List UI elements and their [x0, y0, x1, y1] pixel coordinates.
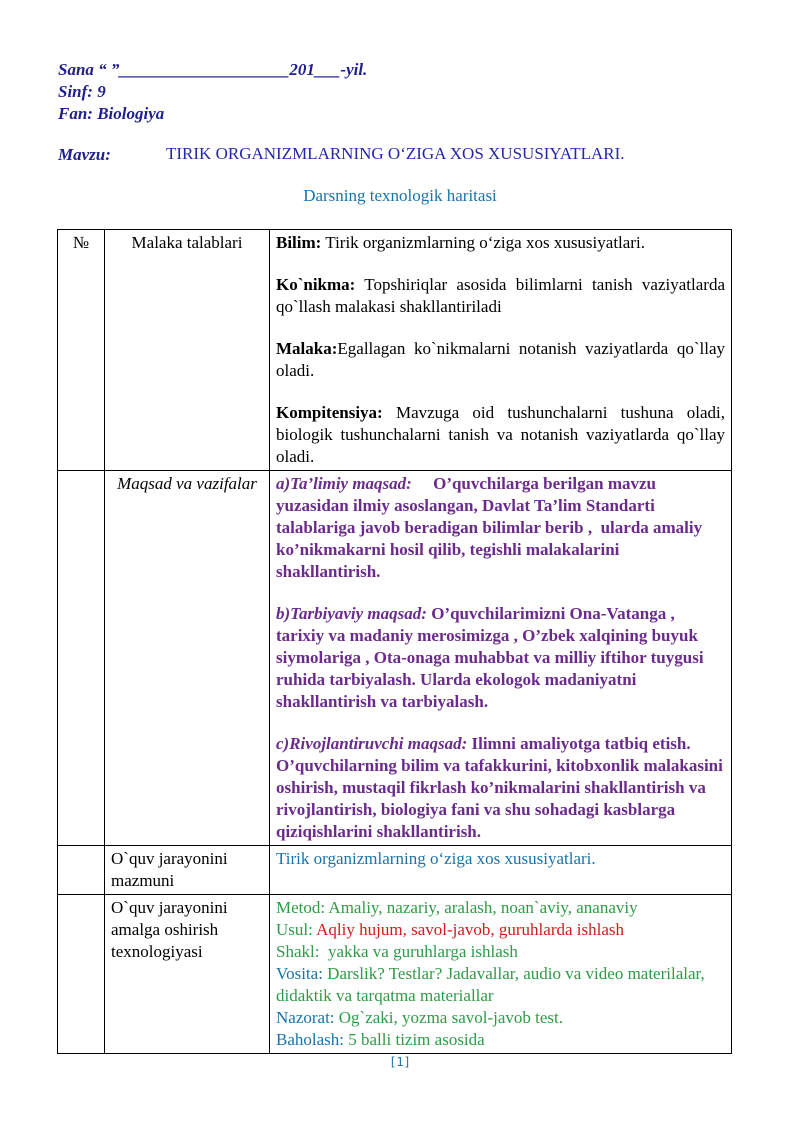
content-cell: Tirik organizmlarning o‘ziga xos xususiyatlari. — [270, 846, 732, 895]
developmental-goal-label: c)Rivojlantiruvchi maqsad: — [276, 734, 468, 753]
assessment-label: Baholash: — [276, 1030, 344, 1049]
row-label-requirements: Malaka talablari — [105, 230, 270, 471]
educational-goal — [276, 473, 725, 583]
technology-cell — [270, 895, 732, 1054]
document-subtitle: Darsning texnologik haritasi — [303, 186, 497, 205]
class-line: Sinf: 9 — [58, 82, 106, 101]
qualification-text: Egallagan ko`nikmalarni notanish vaziyatlarda qo`llay oladi. — [276, 339, 725, 380]
qualification-paragraph — [276, 338, 725, 382]
form-label: Shakl: — [276, 942, 320, 961]
table-row — [58, 471, 732, 846]
requirements-cell — [270, 230, 732, 471]
knowledge-paragraph — [276, 232, 725, 254]
knowledge-text: Tirik organizmlarning o‘ziga xos xususiyatlari. — [321, 233, 645, 252]
assessment-text: 5 balli tizim asosida — [344, 1030, 485, 1049]
table-row — [58, 846, 732, 895]
approach-label: Usul: — [276, 920, 313, 939]
date-line: Sana “ ”____________________201___-yil. — [58, 60, 368, 79]
lesson-map-table — [57, 229, 732, 1054]
row-label-goals: Maqsad va vazifalar — [105, 471, 270, 846]
control-text: Og`zaki, yozma savol-javob test. — [334, 1008, 564, 1027]
upbringing-goal-text: O’quvchilarimizni Ona-Vatanga , tarixiy va madaniy merosimizga , O’zbek xalqining buyuk siymolariga , Ota-onaga muhabbat va milliy iftihor tuygusi ruhida tarbiyalash. Ularda ekologok madaniyatni shakllantirish va tarbiyalash. — [276, 604, 704, 711]
page-number: [1] — [389, 1055, 411, 1069]
table-row — [58, 895, 732, 1054]
row-label-technology: O`quv jarayonini amalga oshirish texnologiyasi — [105, 895, 270, 1054]
topic-title: TIRIK ORGANIZMLARNING O‘ZIGA XOS XUSUSIYATLARI. — [166, 144, 625, 163]
assessment-line — [276, 1029, 725, 1051]
row-label-content: O`quv jarayonini mazmuni — [105, 846, 270, 895]
form-text: yakka va guruhlarga ishlash — [319, 942, 518, 961]
skill-paragraph — [276, 274, 725, 318]
competence-paragraph — [276, 402, 725, 468]
number-header: № — [58, 230, 105, 471]
method-text: Amaliy, nazariy, aralash, noan`aviy, ananaviy — [325, 898, 638, 917]
approach-text: Aqliy hujum, savol-javob, guruhlarda ishlash — [312, 920, 624, 939]
form-line — [276, 941, 725, 963]
tools-label: Vosita: — [276, 964, 323, 983]
competence-text: Mavzuga oid tushunchalarni tushuna oladi, biologik tushunchalarni tanish va notanish vaziyatlarda qo`llay oladi. — [276, 403, 725, 466]
skill-text: Topshiriqlar asosida bilimlarni tanish vaziyatlarda qo`llash malakasi shakllantiriladi — [276, 275, 725, 316]
control-label: Nazorat: — [276, 1008, 335, 1027]
tools-text: Darslik? Testlar? Jadavallar, audio va video materilalar, didaktik va tarqatma materiallar — [276, 964, 705, 1005]
method-line — [276, 897, 725, 919]
upbringing-goal — [276, 603, 725, 713]
method-label: Metod: — [276, 898, 326, 917]
empty-number-cell — [58, 471, 105, 846]
qualification-label: Malaka: — [276, 339, 338, 358]
table-row — [58, 230, 732, 471]
competence-label: Kompitensiya: — [276, 403, 383, 422]
tools-line — [276, 963, 725, 1007]
knowledge-label: Bilim: — [276, 233, 322, 252]
educational-goal-text: O’quvchilarga berilgan mavzu yuzasidan ilmiy asoslangan, Davlat Ta’lim Standarti talablariga javob beradigan bilimlar berib , ularda amaliy ko’nikmakarni hosil qilib, tegishli malakalarini shakllantirish. — [276, 474, 707, 581]
approach-line — [276, 919, 725, 941]
empty-number-cell — [58, 846, 105, 895]
subject-line: Fan: Biologiya — [58, 104, 165, 123]
topic-label: Mavzu: — [58, 145, 111, 164]
developmental-goal-text: Ilimni amaliyotga tatbiq etish. O’quvchilarning bilim va tafakkurini, kitobxonlik malakasini oshirish, mustaqil fikrlash ko’nikmalarini shakllantirish va rivojlantirish, biologiya fani va shu sohadagi kasblarga qiziqishlarini shakllantirish. — [276, 734, 723, 841]
empty-number-cell — [58, 895, 105, 1054]
control-line — [276, 1007, 725, 1029]
skill-label: Ko`nikma: — [276, 275, 356, 294]
upbringing-goal-label: b)Tarbiyaviy maqsad: — [276, 604, 427, 623]
goals-cell — [270, 471, 732, 846]
educational-goal-label: a)Ta’limiy maqsad: — [276, 474, 412, 493]
developmental-goal — [276, 733, 725, 843]
